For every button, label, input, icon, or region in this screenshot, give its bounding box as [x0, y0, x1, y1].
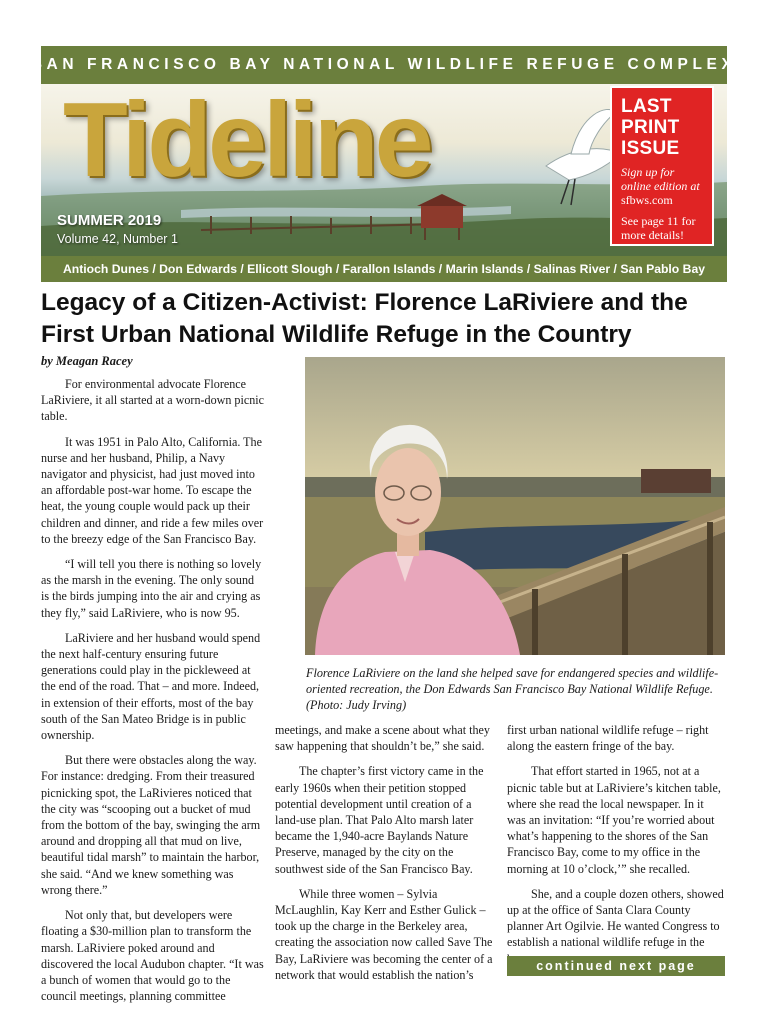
article-column-3 — [507, 722, 725, 967]
continued-next-page-link[interactable]: continued next page — [507, 956, 725, 976]
article-column-1 — [41, 376, 265, 1004]
article-headline: Legacy of a Citizen-Activist: Florence LaRiviere and the First Urban National Wildlife Refuge in the Country — [41, 289, 688, 348]
paragraph: LaRiviere and her husband would spend the next half-century ensuring future generations could play in the pickleweed at the end of the road. That – and more. Indeed, in extension of their efforts, most of the bay south of the San Mateo Bridge is in public ownership. — [41, 630, 261, 743]
paragraph: But there were obstacles along the way. For instance: dredging. From their treasured picnicking spot, the LaRivieres noticed that the city was “scooping out a bucket of mud from the bottom of the bay, swinging the arm around and dropping all that mud on live, beautiful tidal marsh” to maintain the harbor, she said. “And we knew something was wrong there.” — [41, 753, 261, 897]
paragraph: The chapter’s first victory came in the early 1960s when their petition stopped potential development until creation of a land-use plan. That Palo Alto marsh later became the 1,940-acre Baylands Nature Preserve, managed by the city on the southwest side of the San Francisco Bay. — [275, 764, 484, 876]
notice-signup — [621, 165, 705, 207]
paragraph: For environmental advocate Florence LaRiviere, it all started at a worn-down picnic table. — [41, 377, 264, 424]
byline: by Meagan Racey — [41, 354, 133, 368]
issue-date: SUMMER 2019 — [57, 212, 162, 229]
issue-volume: Volume 42, Number 1 — [57, 232, 178, 246]
last-print-notice — [610, 86, 714, 246]
article-column-2 — [275, 722, 495, 983]
paragraph: first urban national wildlife refuge – right along the eastern fringe of the bay. — [507, 723, 709, 754]
paragraph: That effort started in 1965, not at a picnic table but at LaRiviere’s kitchen table, where she read the local newspaper. In it was an invitation: “If you’re worried about what’s happening to the shores of the San Francisco Bay, come to my office in the morning at 10 o’clock,’” she recalled. — [507, 764, 721, 876]
photo-caption: Florence LaRiviere on the land she helped save for endangered species and wildlife-oriented recreation, the Don Edwards San Francisco Bay National Wildlife Refuge. (Photo: Judy Irving) — [306, 666, 719, 712]
paragraph: She, and a couple dozen others, showed up at the office of Santa Clara County planner Art Ogilvie. He wanted Congress to establish a national wildlife refuge in the — [507, 886, 724, 950]
notice-website[interactable]: sfbws.com — [621, 193, 673, 207]
paragraph: Not only that, but developers were floating a $30-million plan to transform the marsh. LaRiviere poked around and discovered the local Audubon chapter. “It was a bunch of women that would go to the council meetings, planning committee — [41, 908, 264, 1004]
publisher-banner: SAN FRANCISCO BAY NATIONAL WILDLIFE REFUGE COMPLEX — [41, 46, 727, 84]
portrait-photo — [305, 357, 725, 655]
notice-see-page: See page 11 for more details! — [621, 214, 696, 242]
paragraph: meetings, and make a scene about what they saw happening that shouldn’t be,” she said. — [275, 723, 490, 754]
paragraph: “I will tell you there is nothing so lovely as the marsh in the evening. The only sound is the birds jumping into the air and crying as they fly,” said LaRiviere, who is now 95. — [41, 557, 262, 620]
paragraph: It was 1951 in Palo Alto, California. The nurse and her husband, Philip, a Navy navigator and physicist, had just moved into an affordable post-war home. To escape the heat, the young couple would pack up their children and dinner, and ride a few miles over to the breezy edge of the San Francisco Bay. — [41, 434, 264, 546]
newsletter-title: Tideline — [63, 84, 430, 199]
paragraph: While three women – Sylvia McLaughlin, Kay Kerr and Esther Gulick – took up the charge in the Berkeley area, creating the association now called Save The Bay, LaRiviere was becoming the center of a network that would establish the nation’s — [275, 886, 493, 982]
refuge-list: Antioch Dunes / Don Edwards / Ellicott Slough / Farallon Islands / Marin Islands / Salinas River / San Pablo Bay — [41, 256, 727, 282]
notice-heading: LAST PRINT ISSUE — [621, 96, 680, 159]
photo-illustration — [305, 357, 725, 655]
notice-signup-text: Sign up for online edition at — [621, 165, 700, 193]
